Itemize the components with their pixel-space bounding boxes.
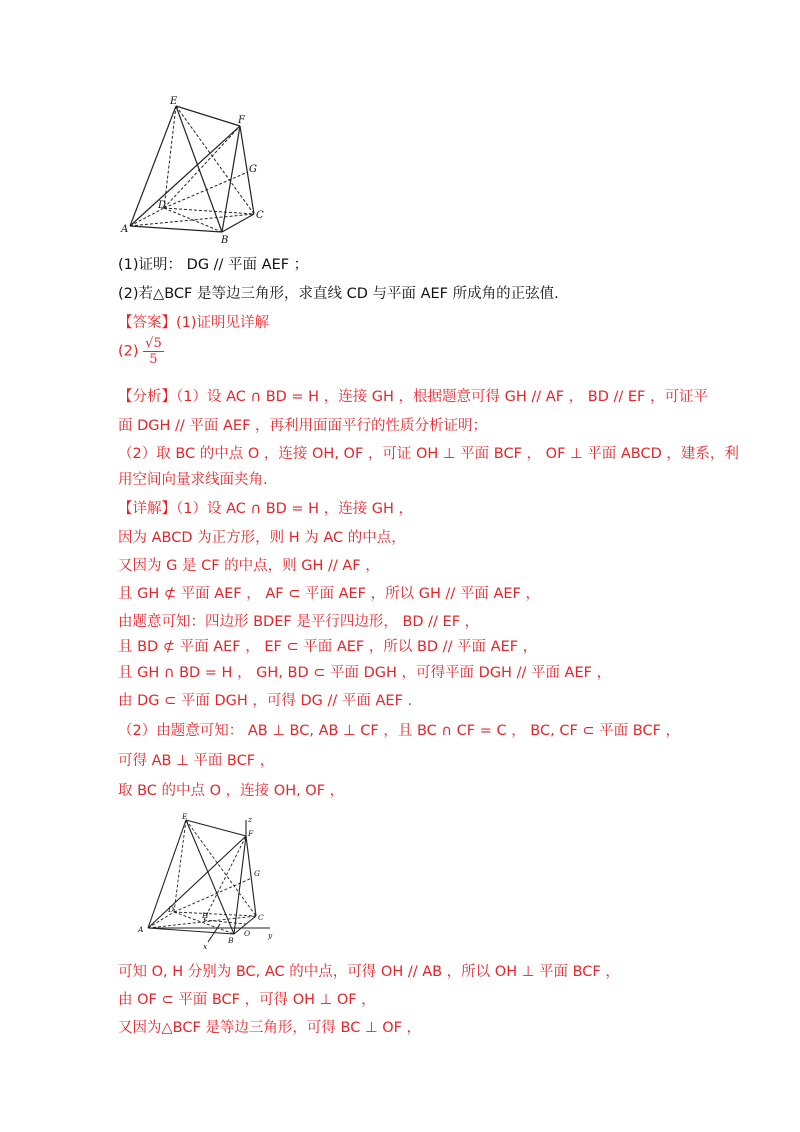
- fig2-label-O: O: [244, 929, 251, 938]
- fig2-label-D: D: [168, 905, 175, 914]
- answer-1: 【答案】(1)证明见详解: [118, 315, 270, 331]
- analysis-line-3: （2）取 BC 的中点 O ，连接 OH, OF ，可证 OH ⊥ 平面 BCF ， OF ⊥ 平面 ABCD ，建系，利: [118, 446, 739, 462]
- fig2-label-C: C: [258, 913, 264, 922]
- answer-2-prefix: (2): [118, 343, 144, 360]
- fig2-label-y: y: [268, 931, 273, 940]
- detail-line-14: 又因为△BCF 是等边三角形，可得 BC ⊥ OF ，: [118, 1020, 422, 1036]
- fig1-label-E: E: [170, 96, 178, 107]
- analysis-line-2: 面 DGH // 平面 AEF ，再利用面面平行的性质分析证明；: [118, 418, 488, 434]
- analysis-line-4: 用空间向量求线面夹角.: [118, 472, 268, 488]
- fig1-label-G: G: [249, 164, 257, 175]
- fraction-numerator: √5: [145, 336, 162, 351]
- answer-2-fraction: [143, 336, 164, 367]
- figure-polyhedron-2: [128, 812, 278, 952]
- analysis-line-1: 【分析】（1）设 AC ∩ BD = H ，连接 GH ，根据题意可得 GH // AF ， BD // EF ，可证平: [118, 389, 708, 405]
- detail-line-13: 由 OF ⊂ 平面 BCF ，可得 OH ⊥ OF ，: [118, 992, 376, 1008]
- fig2-label-z: z: [248, 815, 252, 824]
- detail-line-4: 且 GH ⊄ 平面 AEF ， AF ⊂ 平面 AEF ，所以 GH // 平面 AEF ，: [118, 586, 541, 602]
- answer-2: [118, 336, 164, 367]
- fig1-label-B: B: [221, 235, 229, 246]
- detail-line-11: 取 BC 的中点 O ，连接 OH, OF ，: [118, 783, 345, 799]
- fig2-label-A: A: [138, 925, 144, 934]
- detail-line-6: 且 BD ⊄ 平面 AEF ， EF ⊂ 平面 AEF ，所以 BD // 平面 AEF ，: [118, 639, 538, 655]
- fraction-denominator: 5: [149, 352, 158, 367]
- detail-line-12: 可知 O, H 分别为 BC, AC 的中点，可得 OH // AB ，所以 OH ⊥ 平面 BCF ，: [118, 964, 620, 980]
- fig2-label-B: B: [228, 936, 234, 945]
- fig2-label-x: x: [203, 942, 208, 951]
- question-1: (1)证明： DG // 平面 AEF ；: [118, 257, 309, 273]
- question-2: (2)若△BCF 是等边三角形，求直线 CD 与平面 AEF 所成角的正弦值.: [118, 286, 559, 302]
- fig1-label-A: A: [121, 224, 129, 235]
- fig2-label-F: F: [248, 829, 254, 838]
- fig2-label-G: G: [254, 869, 260, 878]
- detail-line-1: 【详解】（1）设 AC ∩ BD = H ，连接 GH ，: [118, 501, 414, 517]
- detail-line-5: 由题意可知：四边形 BDEF 是平行四边形， BD // EF ，: [118, 614, 480, 630]
- detail-line-9: （2）由题意可知： AB ⊥ BC, AB ⊥ CF ，且 BC ∩ CF = C ， BC, CF ⊂ 平面 BCF ，: [118, 723, 681, 739]
- detail-line-2: 因为 ABCD 为正方形，则 H 为 AC 的中点，: [118, 530, 406, 546]
- fig2-label-H: H: [202, 911, 209, 920]
- fig1-label-C: C: [256, 210, 264, 221]
- detail-line-3: 又因为 G 是 CF 的中点，则 GH // AF ，: [118, 558, 380, 574]
- figure-polyhedron-1: [118, 92, 278, 252]
- fig1-label-D: D: [158, 200, 167, 211]
- detail-line-7: 且 GH ∩ BD = H ， GH, BD ⊂ 平面 DGH ，可得平面 DGH // 平面 AEF ，: [118, 665, 612, 681]
- fig2-label-E: E: [182, 812, 188, 821]
- detail-line-8: 由 DG ⊂ 平面 DGH ，可得 DG // 平面 AEF .: [118, 693, 413, 709]
- fig1-label-F: F: [238, 115, 245, 126]
- detail-line-10: 可得 AB ⊥ 平面 BCF ，: [118, 753, 275, 769]
